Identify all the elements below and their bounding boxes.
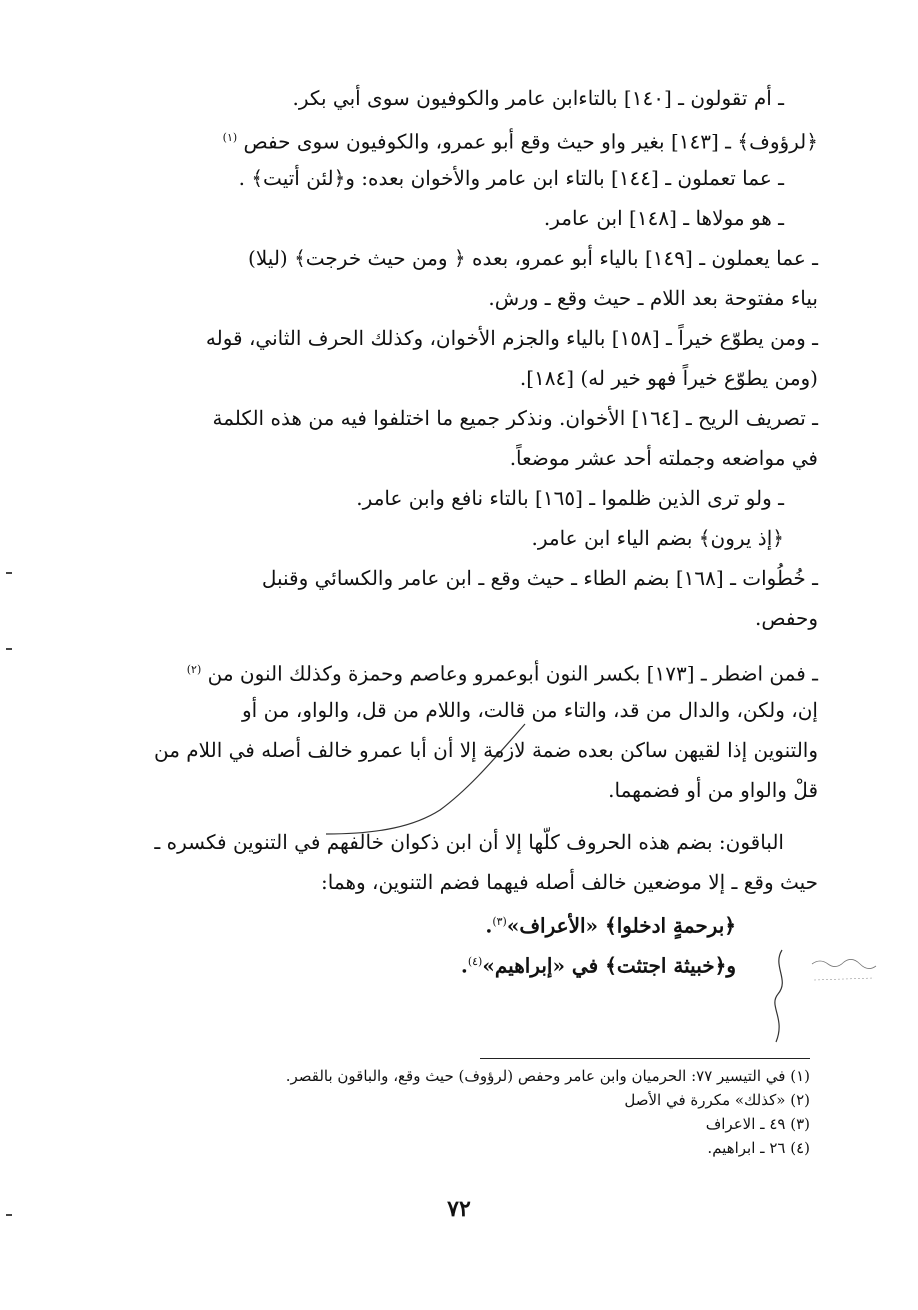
text-line: ـ عما تعملون ـ [١٤٤] بالتاء ابن عامر والأخوان بعده: و﴿لئن أتيت﴾ .: [238, 166, 784, 190]
text-line: في مواضعه وجملته أحد عشر موضعاً.: [509, 446, 818, 470]
text-line: ـ أم تقولون ـ [١٤٠] بالتاءابن عامر والكوفيون سوى أبي بكر.: [292, 86, 784, 110]
text-line: ـ هو مولاها ـ [١٤٨] ابن عامر.: [543, 206, 784, 230]
margin-mark: [6, 572, 12, 574]
margin-bracket: [760, 946, 800, 1046]
text-line: حيث وقع ـ إلا موضعين خالف أصله فيهما فضم التنوين، وهما:: [321, 870, 818, 894]
text-line: ـ خُطُوات ـ [١٦٨] بضم الطاء ـ حيث وقع ـ ابن عامر والكسائي وقنبل: [261, 566, 818, 590]
text-line: إن، ولكن، والدال من قد، والتاء من قالت، واللام من قل، والواو، من أو: [242, 698, 818, 722]
text-line: و﴿خبيثة اجتثت﴾ في «إبراهيم»$^{(٤)}$.: [460, 953, 736, 978]
margin-scribble: [808, 944, 880, 992]
text-line: قلْ والواو من أو فضمهما.: [608, 778, 818, 802]
text-line: ﴿لرؤوف﴾ ـ [١٤٣] بغير واو حيث وقع أبو عمرو، والكوفيون سوى حفص $^{(١)}$: [222, 129, 818, 154]
text-line: (ومن يطوّع خيراً فهو خير له) [١٨٤].: [519, 366, 818, 390]
footnote: (٢) «كذلك» مكررة في الأصل: [624, 1091, 810, 1109]
footnote-ref: (٣): [492, 915, 507, 928]
footnote-ref: (٢): [186, 663, 202, 676]
text-line: ـ فمن اضطر ـ [١٧٣] بكسر النون أبوعمرو وعاصم وحمزة وكذلك النون من $^{(٢)}$: [186, 661, 818, 686]
page-number: ٧٢: [447, 1196, 471, 1222]
text-line: بياء مفتوحة بعد اللام ـ حيث وقع ـ ورش.: [488, 286, 818, 310]
text-line: ـ ولو ترى الذين ظلموا ـ [١٦٥] بالتاء نافع وابن عامر.: [356, 486, 784, 510]
text-line: ـ عما يعملون ـ [١٤٩] بالياء أبو عمرو، بعده ﴿ ومن حيث خرجت﴾ (ليلا): [248, 246, 818, 270]
handwritten-underline: [320, 718, 530, 838]
footnote-ref: (١): [222, 131, 238, 144]
footnote-separator: [480, 1058, 810, 1059]
footnote: (٤) ٢٦ ـ ابراهيم.: [707, 1139, 810, 1157]
text-line: وحفص.: [755, 606, 818, 630]
text-line: ﴿إذ يرون﴾ بضم الياء ابن عامر.: [531, 526, 784, 550]
footnote-ref: (٤): [467, 955, 483, 968]
text-line: الباقون: بضم هذه الحروف كلّها إلا أن ابن ذكوان خالفهم في التنوين فكسره ـ: [154, 830, 784, 854]
main-text: [102, 78, 818, 982]
footnotes: [170, 1064, 810, 1160]
footnote: (٣) ٤٩ ـ الاعراف: [705, 1115, 810, 1133]
margin-mark: [6, 648, 12, 650]
text-line: ـ ومن يطوّع خيراً ـ [١٥٨] بالياء والجزم الأخوان، وكذلك الحرف الثاني، قوله: [205, 326, 818, 350]
text-line: ـ تصريف الريح ـ [١٦٤] الأخوان. ونذكر جميع ما اختلفوا فيه من هذه الكلمة: [212, 406, 818, 430]
text-line: ﴿برحمةٍ ادخلوا﴾ «الأعراف»$^{(٣)}$.: [485, 913, 736, 938]
footnote: (١) في التيسير ٧٧: الحرميان وابن عامر وحفص (لرؤوف) حيث وقع، والباقون بالقصر.: [285, 1067, 810, 1085]
text-line: والتنوين إذا لقيهن ساكن بعده ضمة لازمة إلا أن أبا عمرو خالف أصله في اللام من: [153, 738, 818, 762]
